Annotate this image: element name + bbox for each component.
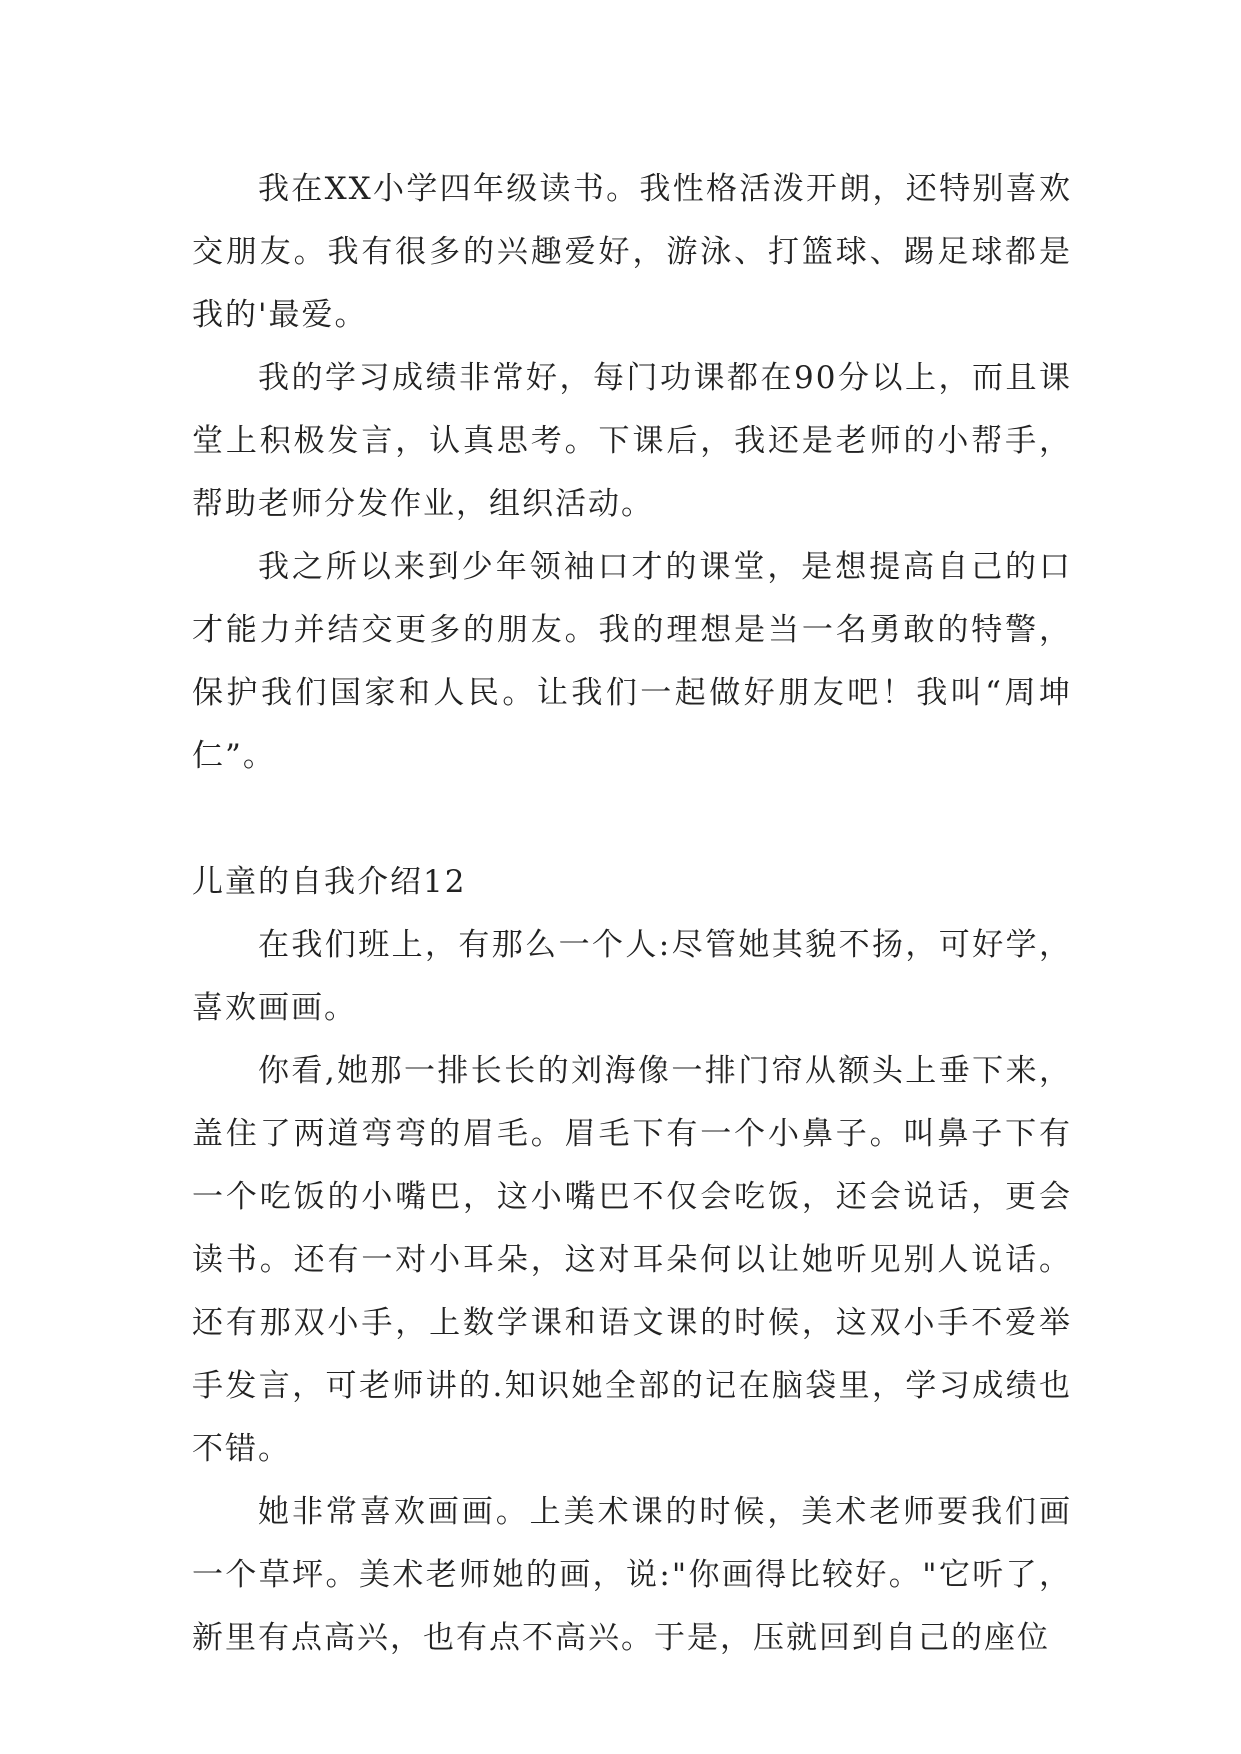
section-spacer [192, 788, 1072, 851]
paragraph-intro-2: 我的学习成绩非常好，每门功课都在90分以上，而且课堂上积极发言，认真思考。下课后，我还是老师的小帮手，帮助老师分发作业，组织活动。 [192, 360, 1072, 522]
paragraph-section-3: 她非常喜欢画画。上美术课的时候，美术老师要我们画一个草坪。美术老师她的画，说:"你画得比较好。"它听了，新里有点高兴，也有点不高兴。于是，压就回到自己的座位 [192, 1494, 1072, 1656]
section-title: 儿童的自我介绍12 [192, 864, 467, 900]
paragraph-intro-1: 我在XX小学四年级读书。我性格活泼开朗，还特别喜欢交朋友。我有很多的兴趣爱好，游泳、打篮球、踢足球都是我的'最爱。 [192, 171, 1072, 333]
paragraph-intro-3: 我之所以来到少年领袖口才的课堂，是想提高自己的口才能力并结交更多的朋友。我的理想是当一名勇敢的特警，保护我们国家和人民。让我们一起做好朋友吧！我叫“周坤仁”。 [192, 549, 1072, 774]
document-body [192, 158, 1072, 1670]
paragraph-section-1: 在我们班上，有那么一个人:尽管她其貌不扬，可好学，喜欢画画。 [192, 927, 1072, 1026]
paragraph-section-2: 你看,她那一排长长的刘海像一排门帘从额头上垂下来，盖住了两道弯弯的眉毛。眉毛下有一个小鼻子。叫鼻子下有一个吃饭的小嘴巴，这小嘴巴不仅会吃饭，还会说话，更会读书。还有一对小耳朵，这对耳朵何以让她听见别人说话。还有那双小手，上数学课和语文课的时候，这双小手不爱举手发言，可老师讲的.知识她全部的记在脑袋里，学习成绩也不错。 [192, 1053, 1072, 1467]
